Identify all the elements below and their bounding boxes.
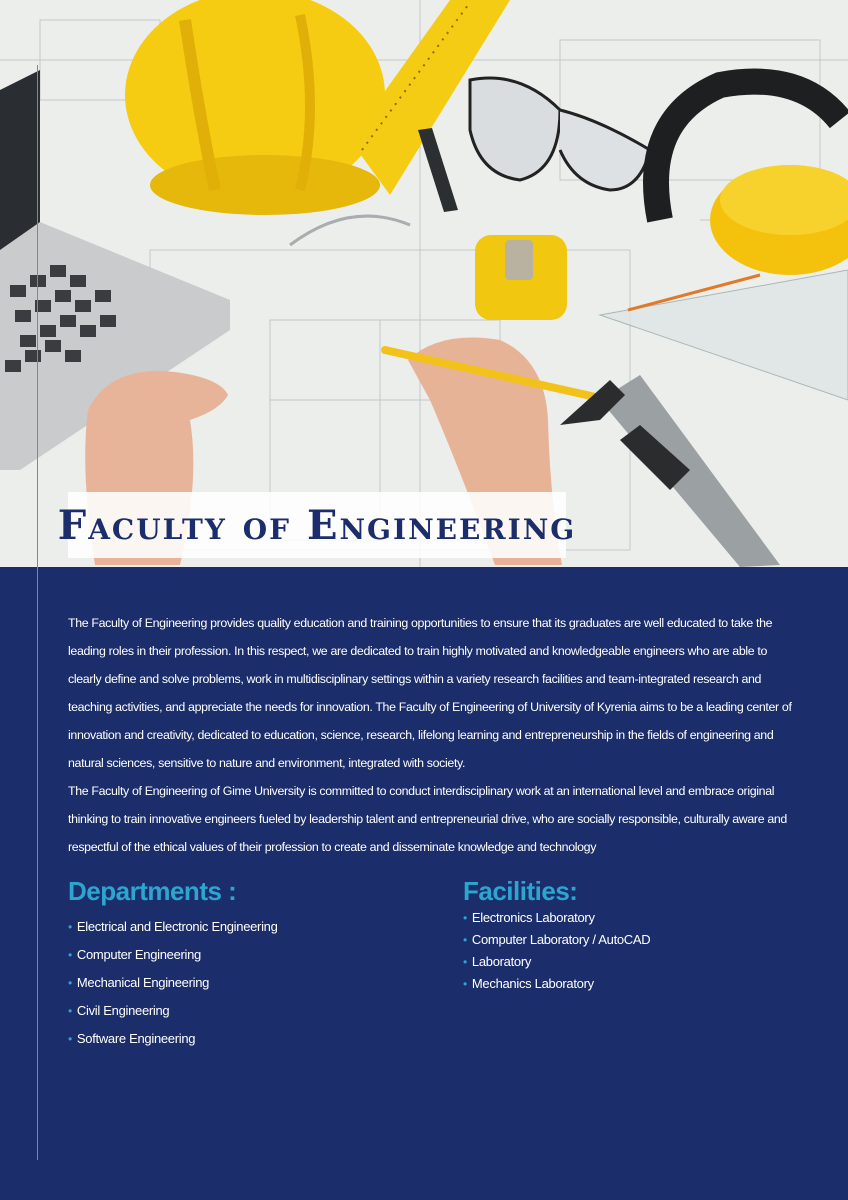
page-title: Faculty of Engineering bbox=[57, 501, 577, 549]
intro-text bbox=[68, 609, 798, 861]
department-label: Computer Engineering bbox=[76, 947, 201, 962]
intro-paragraph: The Faculty of Engineering provides quality education and training opportunities to ensure that its graduates are well educated to take the leading roles in their profession. In this respect, we are dedicated to train highly motivated and knowledgeable engineers who are able to clearly define and solve problems, work in multidisciplinary settings within a variety research facilities and team-integrated research and teaching activities, and appreciate the needs for innovation. The Faculty of Engineering of University of Kyrenia aims to be a leading center of innovation and creativity, dedicated to education, science, research, lifelong learning and entrepreneurship in the fields of engineering and natural sciences, sensitive to nature and environment, integrated with society. bbox=[68, 616, 792, 770]
facility-label: Mechanics Laboratory bbox=[471, 976, 594, 991]
bullet-icon: • bbox=[68, 1004, 72, 1018]
departments-list bbox=[68, 913, 278, 1053]
list-item bbox=[68, 941, 278, 969]
department-label: Electrical and Electronic Engineering bbox=[76, 919, 278, 934]
list-item bbox=[68, 969, 278, 997]
department-label: Software Engineering bbox=[76, 1031, 196, 1046]
bullet-icon: • bbox=[463, 955, 467, 969]
list-item bbox=[463, 929, 650, 951]
facility-label: Electronics Laboratory bbox=[471, 910, 595, 925]
hero-illustration bbox=[0, 0, 848, 567]
list-item bbox=[68, 1025, 278, 1053]
facility-label: Computer Laboratory / AutoCAD bbox=[471, 932, 651, 947]
list-item bbox=[463, 973, 650, 995]
bullet-icon: • bbox=[68, 976, 72, 990]
departments-heading: Departments : bbox=[68, 876, 237, 906]
hero-photo bbox=[0, 0, 848, 567]
title-banner bbox=[57, 492, 577, 558]
bullet-icon: • bbox=[463, 933, 467, 947]
bullet-icon: • bbox=[463, 911, 467, 925]
bullet-icon: • bbox=[68, 948, 72, 962]
list-item bbox=[463, 907, 650, 929]
facilities-heading: Facilities: bbox=[463, 876, 578, 906]
facilities-section bbox=[463, 876, 650, 995]
bullet-icon: • bbox=[68, 920, 72, 934]
bullet-icon: • bbox=[463, 977, 467, 991]
bullet-icon: • bbox=[68, 1032, 72, 1046]
list-item bbox=[68, 997, 278, 1025]
intro-paragraph: The Faculty of Engineering of Gime University is committed to conduct interdisciplinary work at an international level and embrace original thinking to train innovative engineers fueled by leadership talent and entrepreneurial drive, who are socially responsible, culturally aware and respectful of the ethical values of their profession to create and disseminate knowledge and technology bbox=[68, 784, 787, 854]
list-item bbox=[68, 913, 278, 941]
accent-line bbox=[37, 65, 38, 1160]
facilities-list bbox=[463, 907, 650, 995]
facility-label: Laboratory bbox=[471, 954, 532, 969]
department-label: Civil Engineering bbox=[76, 1003, 170, 1018]
departments-section bbox=[68, 876, 278, 1053]
list-item bbox=[463, 951, 650, 973]
department-label: Mechanical Engineering bbox=[76, 975, 210, 990]
